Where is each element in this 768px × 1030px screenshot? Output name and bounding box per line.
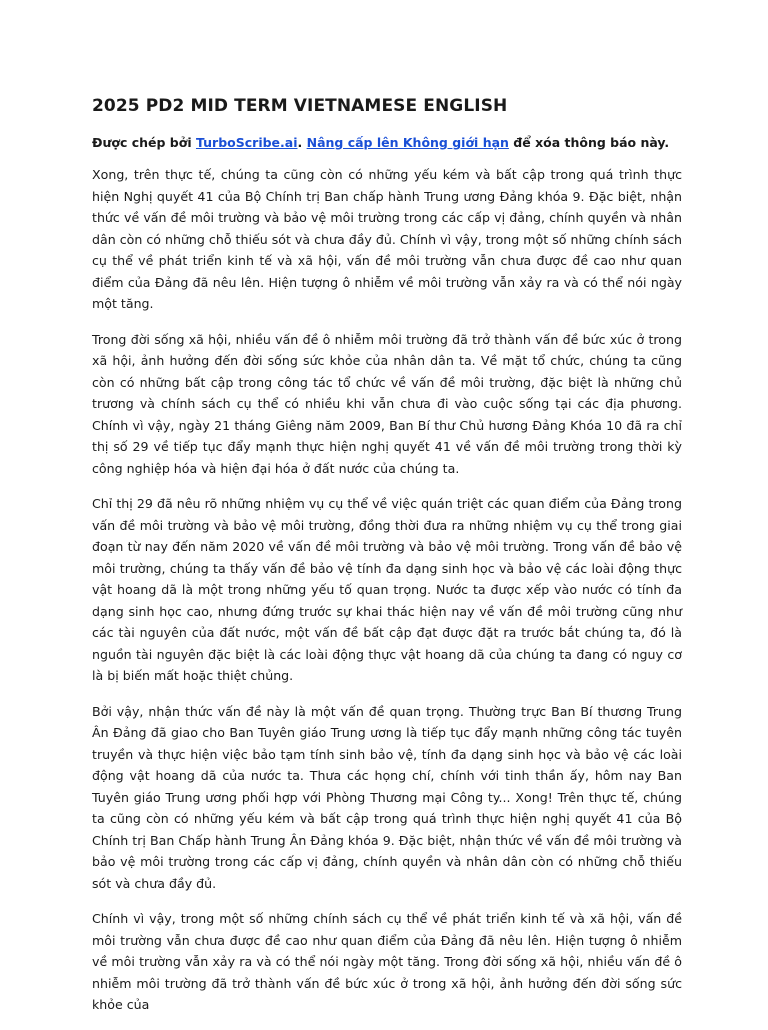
paragraph: Chính vì vậy, trong một số những chính sách cụ thể về phát triển kinh tế và xã hội, vấn đề môi trường vẫn chưa được đề cao như quan điểm của Đảng đã nêu lên. Hiện tượng ô nhiễm về môi trường vẫn xảy ra và có thể nói ngày một tăng. Trong đời sống xã hội, nhiều vấn đề ô nhiễm môi trường đã trở thành vấn đề bức xúc ở trong xã hội, ảnh hưởng đến đời sống sức khỏe của bbox=[92, 911, 682, 1012]
notice-prefix: Được chép bởi bbox=[92, 135, 196, 150]
notice-suffix: để xóa thông báo này. bbox=[508, 135, 670, 150]
paragraph: Chỉ thị 29 đã nêu rõ những nhiệm vụ cụ thể về việc quán triệt các quan điểm của Đảng trong vấn đề môi trường và bảo vệ môi trường, đồng thời đưa ra những nhiệm vụ cụ thể trong giai đoạn từ nay đến năm 2020 về vấn đề môi trường và bảo vệ môi trường. Trong vấn đề bảo vệ môi trường, chúng ta thấy vấn đề bảo vệ tính đa dạng sinh học và bảo vệ các loài động thực vật hoang dã là một trong những yếu tố quan trọng. Nước ta được xếp vào nước có tính đa dạng sinh học cao, nhưng đứng trước sự khai thác hiện nay về vấn đề môi trường cũng như các tài nguyên của đất nước, một vấn đề bất cập đạt được đặt ra trước bắt chúng ta, đó là nguồn tài nguyên đặc biệt là các loài động thực vật hoang dã của chúng ta đang có nguy cơ là bị biến mất hoặc thiệt chủng. bbox=[92, 496, 682, 683]
paragraph: Bởi vậy, nhận thức vấn đề này là một vấn đề quan trọng. Thường trực Ban Bí thương Trung Ân Đảng đã giao cho Ban Tuyên giáo Trung ương là tiếp tục đẩy mạnh những công tác tuyên truyền và thực hiện việc bảo tạm tính sinh bảo vệ, tính đa dạng sinh học và bảo vệ các loài động vật hoang dã của nước ta. Thưa các họng chí, chính với tinh thần ấy, hôm nay Ban Tuyên giáo Trung ương phối hợp với Phòng Thương mại Công ty... Xong! Trên thực tế, chúng ta cũng còn có những yếu kém và bất cập trong quá trình thực hiện nghị quyết 41 của Bộ Chính trị Ban Chấp hành Trung Ân Đảng khóa 9. Đặc biệt, nhận thức về vấn đề môi trường và bảo vệ môi trường trong các cấp vị đảng, chính quyền và nhân dân còn có những chỗ thiếu sót và chưa đầy đủ. bbox=[92, 703, 682, 891]
turboscribe-link[interactable]: TurboScribe.ai bbox=[195, 135, 298, 150]
paragraph: Trong đời sống xã hội, nhiều vấn đề ô nhiễm môi trường đã trở thành vấn đề bức xúc ở trong xã hội, ảnh hưởng đến đời sống sức khỏe của nhân dân ta. Về mặt tổ chức, chúng ta cũng còn có những bất cập trong công tác tổ chức về vấn đề môi trường, đặc biệt là những chủ trương và chính sách cụ thể có nhiều khi vẫn chưa đi vào cuộc sống tại các địa phương. Chính vì vậy, ngày 21 tháng Giêng năm 2009, Ban Bí thư Chủ hương Đảng Khóa 10 đã ra chỉ thị số 29 về tiếp tục đẩy mạnh thực hiện nghị quyết 41 về vấn đề môi trường trong thời kỳ công nghiệp hóa và hiện đại hóa ở đất nước của chúng ta. bbox=[92, 331, 682, 476]
document-title: 2025 PD2 MID TERM VIETNAMESE ENGLISH bbox=[92, 96, 508, 116]
transcription-notice bbox=[92, 134, 682, 152]
document-page bbox=[92, 96, 682, 1030]
upgrade-unlimited-link[interactable]: Nâng cấp lên Không giới hạn bbox=[306, 135, 509, 150]
notice-separator: . bbox=[297, 135, 307, 150]
paragraph: Xong, trên thực tế, chúng ta cũng còn có những yếu kém và bất cập trong quá trình thực hiện Nghị quyết 41 của Bộ Chính trị Ban chấp hành Trung ương Đảng khóa 9. Đặc biệt, nhận thức về vấn đề môi trường và bảo vệ môi trường trong các cấp vị đảng, chính quyền và nhân dân còn có những chỗ thiếu sót và chưa đầy đủ. Chính vì vậy, trong một số những chính sách cụ thể về phát triển kinh tế và xã hội, vấn đề môi trường vẫn chưa được đề cao như quan điểm của Đảng đã nêu lên. Hiện tượng ô nhiễm về môi trường vẫn xảy ra và có thể nói ngày một tăng. bbox=[92, 167, 682, 311]
